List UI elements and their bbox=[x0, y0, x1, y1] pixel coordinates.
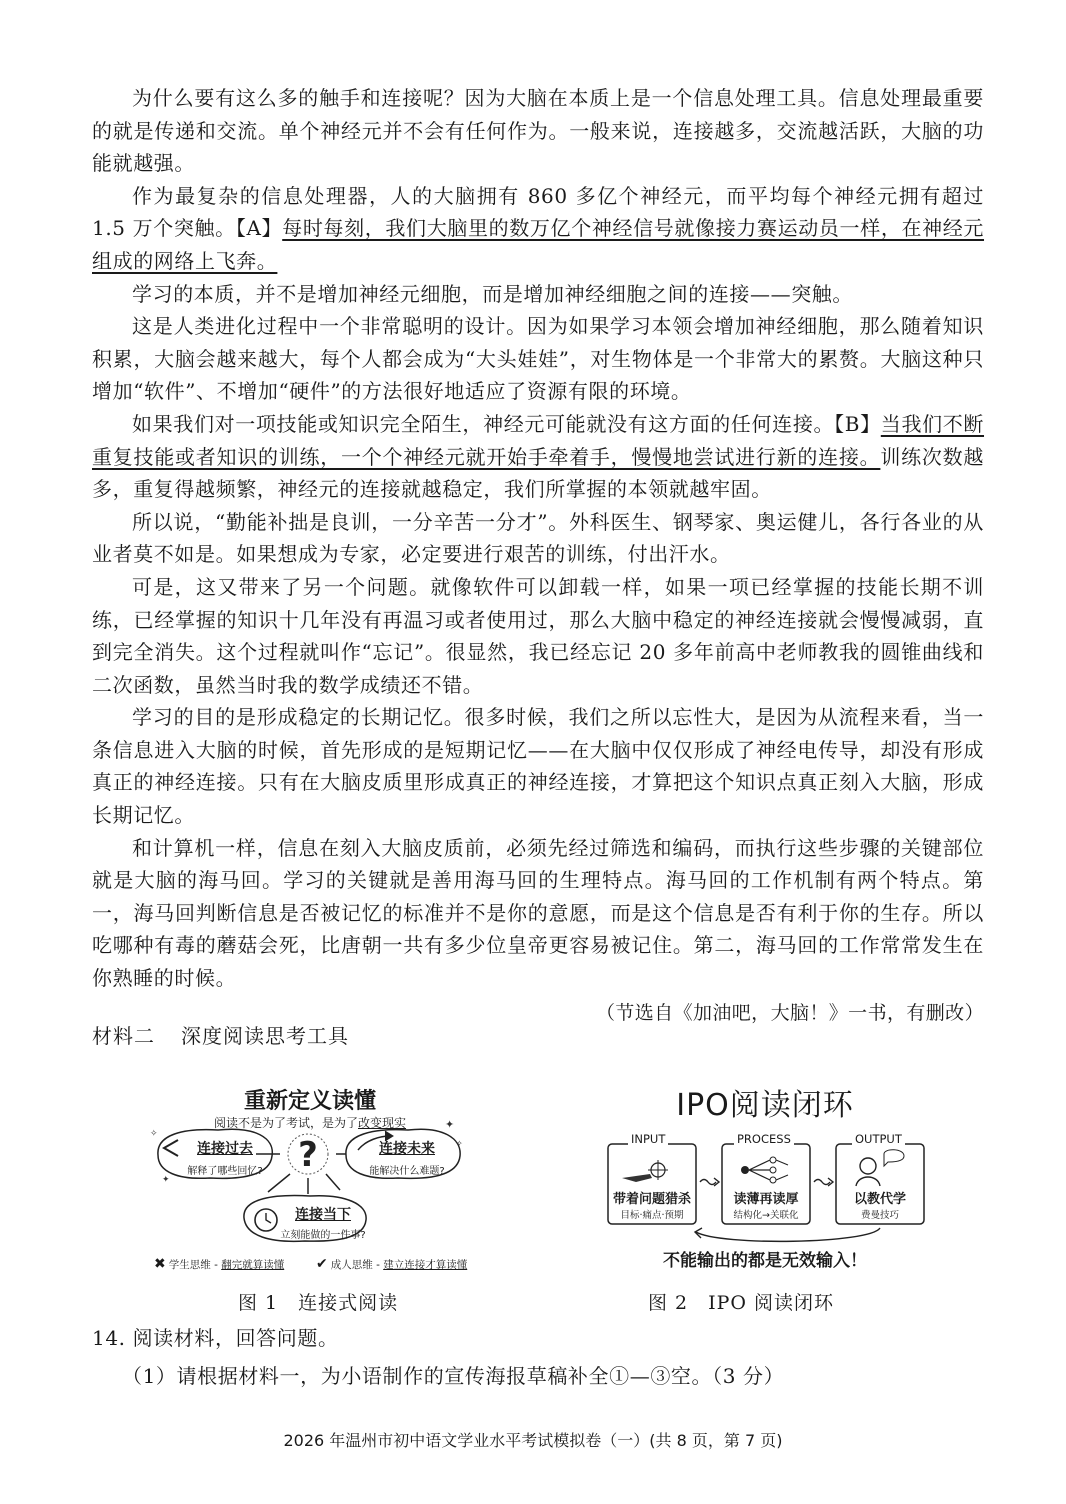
paragraph bbox=[92, 408, 984, 506]
figure-1-subtitle bbox=[140, 1114, 480, 1131]
process-sub-text: 结构化→关联化 bbox=[733, 1210, 799, 1221]
paragraph bbox=[92, 180, 984, 278]
input-label: INPUT bbox=[628, 1132, 668, 1146]
connect-present-question: 立刻能做的一件事? bbox=[280, 1230, 366, 1241]
underlined-sentence: 当我们不断重复技能或者知识的训练，一个个神经元就开始手牵着手，慢慢地尝试进行新的连接。 bbox=[92, 411, 985, 469]
figure-1-title: 重新定义读懂 bbox=[243, 1089, 376, 1114]
bubble-connect-present bbox=[280, 1204, 366, 1241]
paragraph bbox=[92, 571, 984, 701]
connect-past-label: 连接过去 bbox=[197, 1141, 253, 1157]
output-sub-text: 费曼技巧 bbox=[860, 1210, 899, 1221]
teacher-icon bbox=[860, 1158, 876, 1174]
paragraph bbox=[92, 82, 984, 180]
material-2-label: 材料二 bbox=[92, 1024, 155, 1048]
figure-2-caption: 图 2 IPO 阅读闭环 bbox=[648, 1292, 835, 1314]
bubble-connect-future bbox=[352, 1138, 462, 1177]
figure-1-subtitle-prefix: 阅读不是为了考试，是为了 bbox=[213, 1116, 358, 1130]
paragraph bbox=[92, 310, 984, 408]
paragraph-text: 这是人类进化过程中一个非常聪明的设计。因为如果学习本领会增加神经细胞，那么随着知识积累，大脑会越来越大，每个人都会成为“大头娃娃”，对生物体是一个非常大的累赘。大脑这种只增加“软件”、不增加“硬件”的方法很好地适应了资源有限的环境。 bbox=[92, 314, 984, 404]
material-2-heading bbox=[92, 1020, 349, 1049]
connect-present-label: 连接当下 bbox=[295, 1207, 351, 1223]
paragraph-text: 可是，这又带来了另一个问题。就像软件可以卸载一样，如果一项已经掌握的技能长期不训练，已经掌握的知识十几年没有再温习或者使用过，那么大脑中稳定的神经连接就会慢慢减弱，直到完全消失。这个过程就叫作“忘记”。很显然，我已经忘记 20 多年前高中老师教我的圆锥曲线和二次函数，虽然当时我的数学成绩还不错。 bbox=[92, 574, 984, 697]
paragraph-text: 如果我们对一项技能或知识完全陌生，神经元可能就没有这方面的任何连接。【B】 bbox=[132, 411, 881, 436]
question-14-part-1: （1）请根据材料一，为小语制作的宣传海报草稿补全①—③空。（3 分） bbox=[122, 1364, 785, 1388]
student-thinking-legend bbox=[154, 1256, 284, 1272]
rifle-icon bbox=[622, 1174, 652, 1182]
paragraph bbox=[92, 701, 984, 831]
paragraph-text: 和计算机一样，信息在刻入大脑皮质前，必须先经过筛选和编码，而执行这些步骤的关键部位就是大脑的海马回。学习的关键就是善用海马回的生理特点。海马回的工作机制有两个特点。第一，海马回判断信息是否被记忆的标准并不是你的意愿，而是这个信息是否有利于你的生存。所以吃哪种有毒的蘑菇会死，比唐朝一共有多少位皇帝更容易被记住。第二，海马回的工作常常发生在你熟睡的时候。 bbox=[92, 835, 984, 991]
process-label: PROCESS bbox=[734, 1132, 794, 1146]
output-main-text: 以教代学 bbox=[853, 1192, 906, 1207]
paragraph-text: 为什么要有这么多的触手和连接呢？因为大脑在本质上是一个信息处理工具。信息处理最重要的就是传递和交流。单个神经元并不会有任何作为。一般来说，连接越多，交流越活跃，大脑的功能就越强。 bbox=[92, 86, 984, 176]
cross-icon: ✖ bbox=[154, 1256, 166, 1272]
output-label: OUTPUT bbox=[852, 1132, 905, 1146]
process-to-output-arrow bbox=[814, 1180, 830, 1185]
check-icon: ✔ bbox=[316, 1256, 328, 1272]
figure-2-slogan: 不能输出的都是无效输入！ bbox=[663, 1251, 867, 1271]
paragraph-text: 作为最复杂的信息处理器，人的大脑拥有 860 多亿个神经元，而平均每个神经元拥有超过 1.5 万个突触。【A】 bbox=[92, 183, 984, 241]
page-footer: 2026 年温州市初中语文学业水平考试模拟卷（一）(共 8 页，第 7 页) bbox=[283, 1431, 783, 1450]
article-body bbox=[92, 82, 984, 1029]
bubble-connect-past bbox=[170, 1138, 280, 1177]
connect-future-question: 能解决什么难题? bbox=[369, 1166, 445, 1177]
question-mark-icon: ? bbox=[298, 1135, 318, 1175]
material-2-title: 深度阅读思考工具 bbox=[181, 1024, 349, 1048]
underlined-sentence: 每时每刻，我们大脑里的数万亿个神经信号就像接力赛运动员一样，在神经元组成的网络上飞奔。 bbox=[92, 216, 985, 273]
paragraph-text: 学习的目的是形成稳定的长期记忆。很多时候，我们之所以忘性大，是因为从流程来看，当一条信息进入大脑的时候，首先形成的是短期记忆——在大脑中仅仅形成了神经电传导，却没有形成真正的神经连接。只有在大脑皮质里形成真正的神经连接，才算把这个知识点真正刻入大脑，形成长期记忆。 bbox=[92, 705, 984, 828]
student-thinking-prefix: 学生思维 - bbox=[168, 1259, 222, 1271]
question-14-stem: 14. 阅读材料，回答问题。 bbox=[92, 1326, 339, 1350]
paragraph-text: 所以说，“勤能补拙是良训，一分辛苦一分才”。外科医生、钢琴家、奥运健儿，各行各业的从业者莫不如是。如果想成为专家，必定要进行艰苦的训练，付出汗水。 bbox=[92, 509, 984, 567]
speech-bubble-icon bbox=[884, 1150, 904, 1166]
svg-text:✦: ✦ bbox=[445, 1118, 455, 1131]
paragraph-text: 训练次数越多，重复得越频繁，神经元的连接就越稳定，我们所掌握的本领就越牢固。 bbox=[92, 444, 984, 502]
feedback-loop-arrow bbox=[696, 1228, 880, 1241]
adult-thinking-text: 建立连接才算读懂 bbox=[383, 1259, 468, 1271]
svg-text:✦: ✦ bbox=[162, 1175, 170, 1185]
figure-1-connected-reading bbox=[140, 1070, 480, 1280]
process-main-text: 读薄再读厚 bbox=[733, 1192, 799, 1207]
svg-text:✧: ✧ bbox=[150, 1129, 158, 1139]
input-to-process-arrow bbox=[700, 1180, 716, 1185]
adult-thinking-legend bbox=[316, 1256, 467, 1272]
source-citation: （节选自《加油吧，大脑！》一书，有删改） bbox=[595, 1001, 984, 1024]
figure-2-title: IPO阅读闭环 bbox=[676, 1088, 854, 1123]
connect-past-question: 解释了哪些回忆? bbox=[187, 1166, 263, 1177]
input-sub-text: 目标·痛点·预期 bbox=[620, 1210, 684, 1221]
student-thinking-text: 翻完就算读懂 bbox=[221, 1259, 285, 1271]
input-main-text: 带着问题猎杀 bbox=[612, 1192, 691, 1207]
figure-1-subtitle-emphasis: 改变现实 bbox=[358, 1116, 407, 1130]
figure-1-caption: 图 1 连接式阅读 bbox=[238, 1292, 399, 1314]
adult-thinking-prefix: 成人思维 - bbox=[330, 1259, 384, 1271]
connect-future-label: 连接未来 bbox=[379, 1141, 435, 1157]
paragraph-text: 学习的本质，并不是增加神经元细胞，而是增加神经细胞之间的连接——突触。 bbox=[132, 281, 853, 306]
paragraph bbox=[92, 278, 984, 311]
paragraph bbox=[92, 506, 984, 571]
figure-2-ipo-loop bbox=[600, 1070, 930, 1280]
paragraph bbox=[92, 832, 984, 995]
svg-text:✧: ✧ bbox=[456, 1139, 463, 1148]
